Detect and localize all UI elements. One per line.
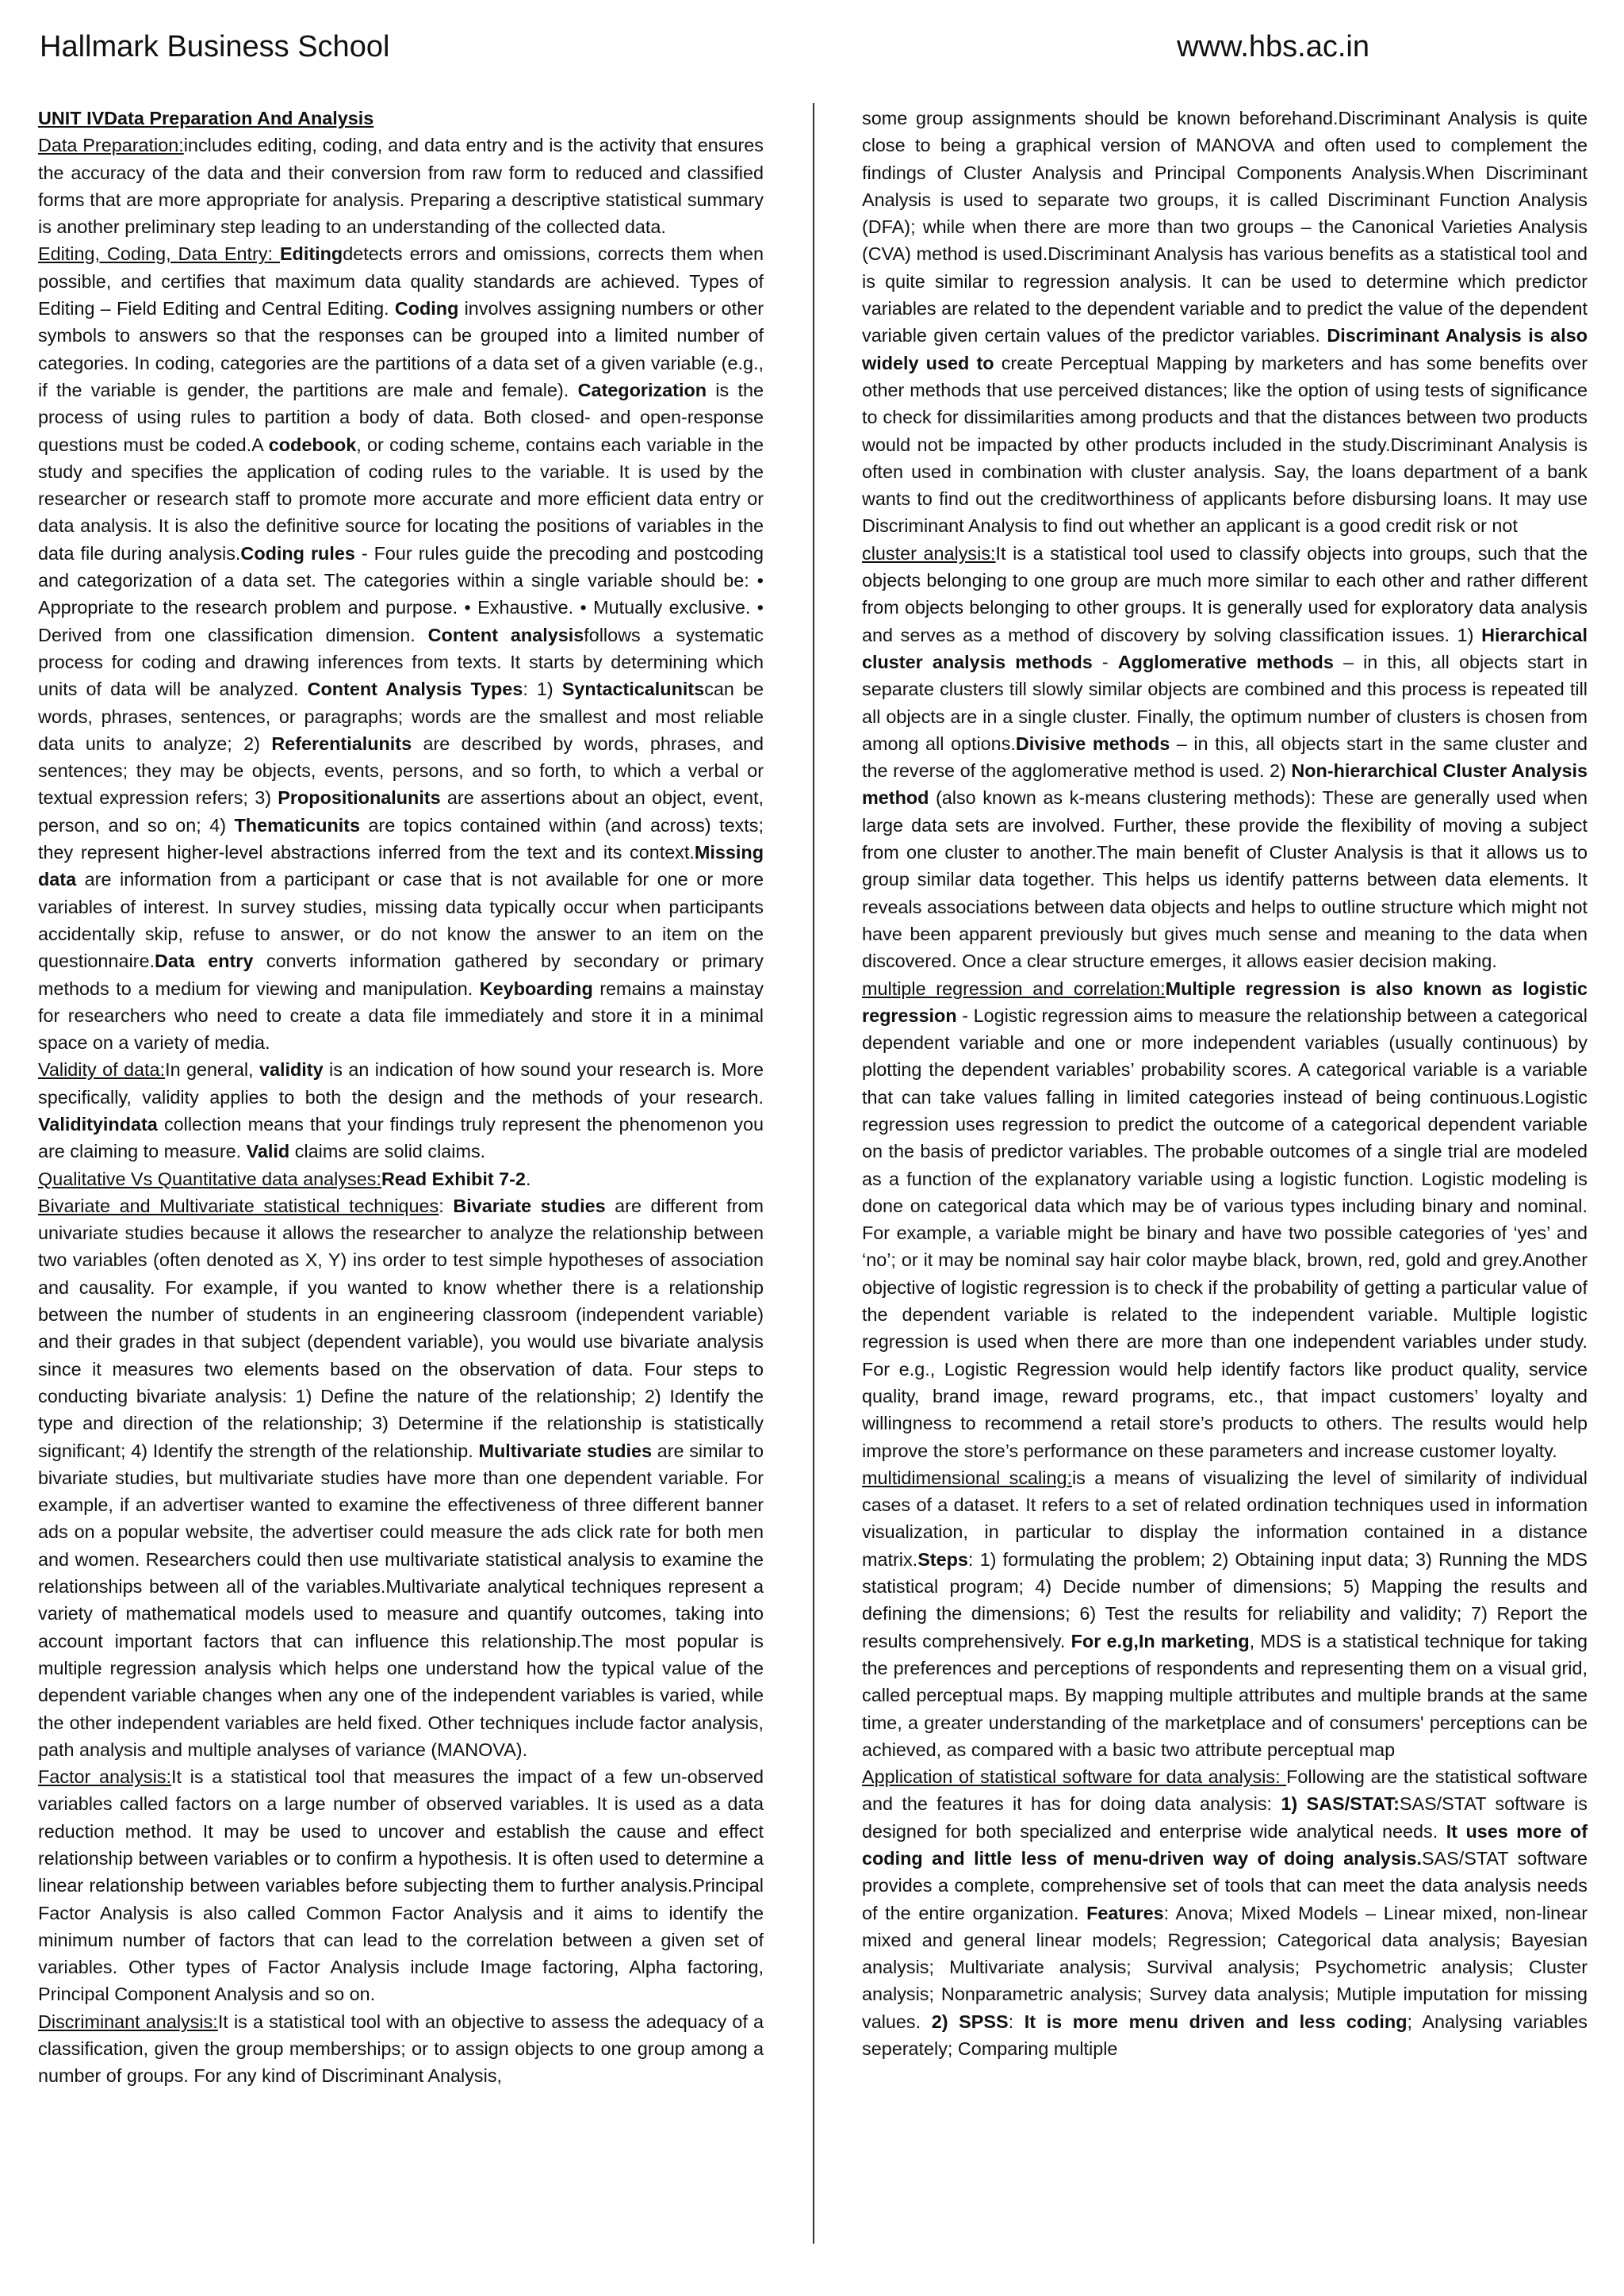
bold-term: Validityindata (38, 1113, 158, 1135)
text-run: is an indication of how sound your research is. More specifically, validity applies to both the design and the methods of your research. (38, 1059, 764, 1108)
bold-term: Referentialunits (271, 733, 412, 754)
text-run: detects errors and omissions, corrects them when possible, and certifies that maximum data quality standards are achieved. Types of Editing – Field Editing and Central Editing. (38, 243, 764, 320)
paragraph (862, 1763, 1588, 2062)
text-run: : (439, 1195, 454, 1216)
bold-term: Data entry (154, 951, 254, 972)
text-run: are assertions about an object, event, person, and so on; 4) (38, 787, 764, 836)
bold-term: Read Exhibit 7-2 (381, 1168, 526, 1189)
text-run: , MDS is a statistical technique for taking the preferences and perceptions of respondents and representing them on a visual grid, called perceptual maps. By mapping multiple attributes and multiple brands at the same time, a greater understanding of the marketplace and of consumers' perceptions can be achieved, as compared with a basic two attribute perceptual map (862, 1630, 1588, 1760)
text-run: – in this, all objects start in the same cluster and the reverse of the agglomerative method is used. 2) (862, 733, 1588, 782)
text-run: create Perceptual Mapping by marketers and has some benefits over other methods that use perceived distances; like the option of using tests of significance to check for dissimilarities among products and that the distances between two products would not be impacted by other products included in the study.Discriminant Analysis is often used in combination with cluster analysis. Say, the loans department of a bank wants to find out the creditworthiness of applicants before disbursing loans. It may use Discriminant Analysis to find out whether an applicant is a good credit risk or not (862, 352, 1588, 537)
bold-term: Discriminant Analysis is also widely used to (862, 325, 1588, 373)
text-run: remains a mainstay for researchers who need to create a data file immediately and store it in a minimal space on a variety of media. (38, 978, 764, 1054)
paragraph (862, 105, 1588, 540)
bold-term: Propositionalunits (278, 787, 441, 809)
section-heading: Editing, Coding, Data Entry: (38, 243, 280, 265)
text-run: - (1092, 651, 1118, 672)
bold-term: Bivariate studies (453, 1195, 606, 1216)
section-heading: Bivariate and Multivariate statistical techniques (38, 1195, 439, 1216)
text-run: converts information gathered by secondary or primary methods to a medium for viewing and manipulation. (38, 951, 764, 999)
text-run: are similar to bivariate studies, but multivariate studies have more than one dependent variable. For example, if an advertiser wanted to examine the effectiveness of three different banner ads on a popular website, the advertiser could measure the ads click rate for both men and women. Researchers could then use multivariate statistical analysis to examine the relationships between all of the variables.Multivariate analytical techniques represent a variety of mathematical models used to measure and quantify outcomes, taking into account important factors that can influence this relationship.The most popular is multiple regression analysis which helps one understand how the typical value of the dependent variable changes when any one of the independent variables is varied, while the other independent variables are held fixed. Other techniques include factor analysis, path analysis and multiple analyses of variance (MANOVA). (38, 1440, 764, 1760)
text-run: are described by words, phrases, and sentences; they may be objects, events, persons, and so forth, to which a verbal or textual expression refers; 3) (38, 733, 764, 809)
paragraph (38, 240, 764, 1056)
paragraph (38, 1192, 764, 1763)
paragraph (862, 540, 1588, 975)
section-heading: multidimensional scaling: (862, 1467, 1072, 1488)
bold-term: codebook (268, 434, 357, 455)
text-run: It is a statistical tool with an objective to assess the adequacy of a classification, given the group memberships; or to assign objects to one group among a number of groups. For any kind of Discriminant Analysis, (38, 2011, 764, 2087)
page-header (0, 0, 1624, 95)
text-run: : (1008, 2011, 1025, 2032)
bold-term: Content analysis (427, 624, 584, 645)
bold-term: Thematicunits (234, 814, 361, 836)
section-heading: Qualitative Vs Quantitative data analyses: (38, 1168, 381, 1189)
paragraph (38, 1763, 764, 2008)
bold-term: Hierarchical cluster analysis methods (862, 624, 1588, 672)
school-website: www.hbs.ac.in (1177, 30, 1369, 63)
section-heading: cluster analysis: (862, 542, 996, 564)
bold-term: Features (1086, 1902, 1164, 1923)
text-run: collection means that your findings truly represent the phenomenon you are claiming to measure. (38, 1113, 764, 1162)
paragraph (38, 1165, 764, 1192)
bold-term: Agglomerative methods (1117, 651, 1334, 672)
paragraph (862, 975, 1588, 1464)
paragraph (38, 105, 764, 132)
section-heading: Factor analysis: (38, 1766, 171, 1788)
text-run: are information from a participant or case that is not available for one or more variables of interest. In survey studies, missing data typically occur when participants accidentally skip, refuse to answer, or do not know the answer to an item on the questionnaire. (38, 869, 764, 972)
text-run: SAS/STAT software provides a complete, comprehensive set of tools that can meet the data analysis needs of the entire organization. (862, 1848, 1588, 1923)
bold-term: Categorization (577, 379, 707, 400)
text-run: can be words, phrases, sentences, or paragraphs; words are the smallest and most reliable data units to analyze; 2) (38, 679, 764, 754)
left-text-column (38, 105, 764, 2274)
text-run: some group assignments should be known beforehand.Discriminant Analysis is quite close to being a graphical version of MANOVA and often used to complement the findings of Cluster Analysis and Principal Components Analysis.When Discriminant Analysis is used to separate two groups, it is called Discriminant Function Analysis (DFA); while when there are more than two groups – the Canonical Varieties Analysis (CVA) method is used.Discriminant Analysis has various benefits as a statistical tool and is quite similar to regression analysis. It can be used to determine which predictor variables are related to the dependent variable and to predict the value of the dependent variable given certain values of the predictor variables. (862, 108, 1588, 346)
section-heading: Validity of data: (38, 1059, 166, 1081)
bold-term: Coding rules (240, 542, 355, 564)
bold-term: Keyboarding (479, 978, 593, 999)
bold-term: Content Analysis Types (307, 679, 523, 700)
paragraph (862, 1464, 1588, 1763)
text-run: ; Analysing variables seperately; Comparing multiple (862, 2011, 1588, 2060)
bold-term: Valid (246, 1141, 290, 1162)
text-run: : 1) (523, 679, 562, 700)
school-name: Hallmark Business School (40, 30, 390, 63)
bold-term: Non-hierarchical Cluster Analysis method (862, 760, 1588, 809)
text-run: Following are the statistical software and the features it has for doing data analysis: (862, 1766, 1588, 1815)
text-run: is the process of using rules to partition a body of data. Both closed- and open-response questions must be coded.A (38, 379, 764, 455)
section-heading: Application of statistical software for data analysis: (862, 1766, 1287, 1788)
column-divider (813, 103, 814, 2244)
bold-term: validity (259, 1059, 324, 1081)
text-run: - Four rules guide the precoding and postcoding and categorization of a data set. The categories within a single variable should be: • Appropriate to the research problem and purpose. • Exhaustive. • Mutually exclusive. • Derived from one classification dimension. (38, 542, 764, 645)
bold-term: Multivariate studies (478, 1440, 653, 1461)
paragraph (38, 2008, 764, 2090)
section-heading: multiple regression and correlation: (862, 978, 1166, 999)
text-run: are topics contained within (and across) texts; they represent higher-level abstractions inferred from the text and its context. (38, 814, 764, 863)
text-run: follows a systematic process for coding and drawing inferences from texts. It starts by determining which units of data will be analyzed. (38, 624, 764, 700)
text-run: SAS/STAT software is designed for both specialized and enterprise wide analytical needs. (862, 1793, 1588, 1842)
text-run: (also known as k-means clustering methods): These are generally used when large data sets are involved. Further, these provide the flexibility of moving a subject from one cluster to another.The main benefit of Cluster Analysis is that it allows us to group similar data together. This helps us identify patterns between data elements. It reveals associations between data objects and helps to outline structure which might not have been apparent previously but gives much sense and meaning to the data when discovered. Once a clear structure emerges, it allows easier decision making. (862, 787, 1588, 972)
section-heading: Data Preparation: (38, 135, 184, 156)
text-run: , or coding scheme, contains each variable in the study and specifies the application of coding rules to the variable. It is used by the researcher or research staff to promote more accurate and more efficient data entry or data analysis. It is also the definitive source for locating the positions of variables in the data file during analysis. (38, 434, 764, 564)
bold-term: 2) SPSS (931, 2011, 1009, 2032)
bold-term: Multiple regression is also known as logistic regression (862, 978, 1588, 1026)
paragraph (38, 1056, 764, 1165)
section-heading: Discriminant analysis: (38, 2011, 218, 2032)
text-run: : Anova; Mixed Models – Linear mixed, non-linear mixed and general linear models; Regression; Categorical data analysis; Bayesian analysis; Multivariate analysis; Survival analysis; Psychometric analysis; Cluster analysis; Nonparametric analysis; Survey data analysis; Mutiple imputation for missing values. (862, 1902, 1588, 2032)
text-run: In general, (165, 1059, 259, 1081)
text-run: – in this, all objects start in separate clusters till slowly similar objects are combined and this process is repeated till all objects are in a single cluster. Finally, the optimum number of clusters is chosen from among all options. (862, 651, 1588, 754)
text-run: : 1) formulating the problem; 2) Obtaining input data; 3) Running the MDS statistical program; 4) Decide number of dimensions; 5) Mapping the results and defining the dimensions; 6) Test the results for reliability and validity; 7) Report the results comprehensively. (862, 1548, 1588, 1651)
text-run: claims are solid claims. (289, 1141, 486, 1162)
text-run: - Logistic regression aims to measure the relationship between a categorical dependent variable and one or more independent variables (usually continuous) by plotting the dependent variables’ probability scores. A categorical variable is a variable that can take values falling in limited categories instead of being continuous.Logistic regression uses regression to predict the outcome of a categorical dependent variable on the basis of predictor variables. The probable outcomes of a single trial are modeled as a function of the explanatory variable using a logistic function. Logistic modeling is done on categorical data which may be of various types including binary and nominal. For example, a variable might be binary and have two possible categories of ‘yes’ and ‘no’; or it may be nominal say hair color maybe black, brown, red, gold and grey.Another objective of logistic regression is to check if the probability of getting a particular value of the dependent variable is related to the independent variable. Multiple logistic regression is used when there are more than one independent variables under study. For e.g., Logistic Regression would help identify factors like product quality, service quality, brand image, reward programs, etc., that impact customers’ loyalty and willingness to recommend a retail store’s products to others. The results would help improve the store’s performance on these parameters and increase customer loyalty. (862, 1004, 1588, 1461)
text-run: includes editing, coding, and data entry and is the activity that ensures the accuracy of the data and their conversion from raw form to reduced and classified forms that are more appropriate for analysis. Preparing a descriptive statistical summary is another preliminary step leading to an understanding of the collected data. (38, 135, 764, 238)
bold-term: It uses more of coding and little less of menu-driven way of doing analysis. (862, 1820, 1588, 1869)
text-run: involves assigning numbers or other symbols to answers so that the responses can be grouped into a limited number of categories. In coding, categories are the partitions of a data set of a given variable (e.g., if the variable is gender, the partitions are male and female). (38, 298, 764, 400)
text-run: are different from univariate studies because it allows the researcher to analyze the relationship between two variables (often denoted as X, Y) ins order to test simple hypotheses of association and causality. For example, if you wanted to know whether there is a relationship between the number of students in an engineering classroom (independent variable) and their grades in that subject (dependent variable), you would use bivariate analysis since it measures two elements based on the observation of data. Four steps to conducting bivariate analysis: 1) Define the nature of the relationship; 2) Identify the type and direction of the relationship; 3) Determine if the relationship is statistically significant; 4) Identify the strength of the relationship. (38, 1195, 764, 1461)
text-run: It is a statistical tool used to classify objects into groups, such that the objects belonging to one group are much more similar to each other and rather different from objects belonging to other groups. It is generally used for exploratory data analysis and serves as a method of discovery by solving classification issues. 1) (862, 542, 1588, 645)
bold-term: For e.g,In marketing (1071, 1630, 1250, 1651)
text-run: . (525, 1168, 531, 1189)
bold-term: Syntacticalunits (561, 679, 705, 700)
bold-term: It is more menu driven and less coding (1024, 2011, 1408, 2032)
bold-term: Divisive methods (1015, 733, 1170, 754)
text-run: is a means of visualizing the level of similarity of individual cases of a dataset. It refers to a set of related ordination techniques used in information visualization, in particular to display the information contained in a distance matrix. (862, 1467, 1588, 1570)
text-run: It is a statistical tool that measures the impact of a few un-observed variables called factors on a large number of observed variables. It is used as a data reduction method. It may be used to uncover and establish the cause and effect relationship between variables or to confirm a hypothesis. It is often used to determine a linear relationship between variables before subjecting them to further analysis.Principal Factor Analysis is also called Common Factor Analysis and it aims to identify the minimum number of factors that can lead to the correlation between a given set of variables. Other types of Factor Analysis include Image factoring, Alpha factoring, Principal Component Analysis and so on. (38, 1766, 764, 2005)
bold-term: Missing data (38, 842, 764, 890)
bold-term: 1) SAS/STAT: (1281, 1793, 1400, 1815)
bold-term: Coding (394, 298, 459, 320)
bold-term: UNIT IVData Preparation And Analysis (38, 108, 374, 128)
bold-term: Editing (279, 243, 343, 265)
bold-term: Steps (917, 1548, 968, 1570)
paragraph (38, 132, 764, 240)
right-text-column (862, 105, 1588, 2274)
